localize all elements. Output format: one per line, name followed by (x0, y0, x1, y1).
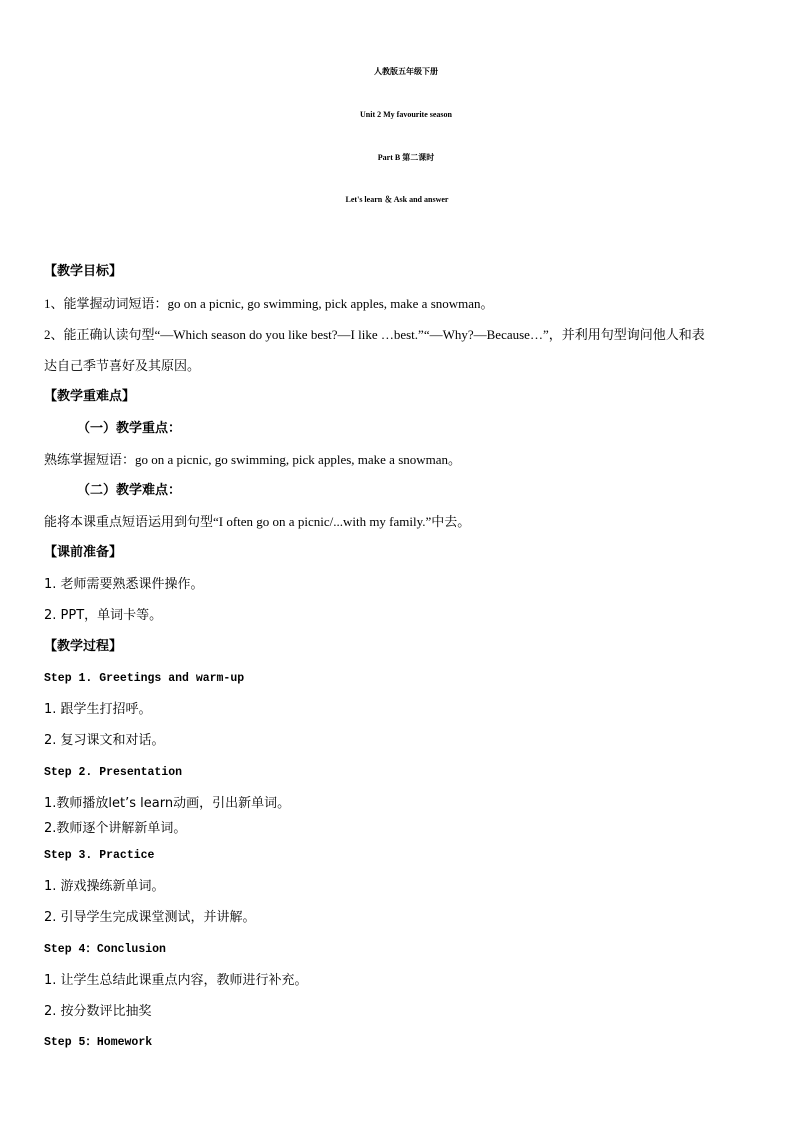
step-5-title: Step 5：Homework (44, 1036, 153, 1049)
key-points-heading: 【教学重难点】 (44, 389, 136, 404)
preparation-item-1: 1. 老师需要熟悉课件操作。 (44, 577, 204, 592)
step-2-title: Step 2. Presentation (44, 766, 183, 779)
step-3-item-1: 1. 游戏操练新单词。 (44, 879, 165, 894)
objective-item-2-line-2: 达自己季节喜好及其原因。 (44, 358, 201, 373)
part-title: Part B 第二课时 (377, 153, 435, 162)
step-1-title: Step 1. Greetings and warm-up (44, 672, 245, 685)
step-4-item-1: 1. 让学生总结此课重点内容，教师进行补充。 (44, 973, 308, 988)
process-heading: 【教学过程】 (44, 639, 123, 654)
key-point-text: 熟练掌握短语：go on a picnic, go swimming, pick apples, make a snowman。 (44, 452, 462, 467)
lesson-title: Let's learn ＆ Ask and answer (345, 195, 449, 204)
difficult-point-text: 能将本课重点短语运用到句型“I often go on a picnic/...with my family.”中去。 (44, 514, 471, 529)
step-2-item-2: 2.教师逐个讲解新单词。 (44, 821, 187, 836)
difficult-point-heading: （二）教学难点： (77, 483, 182, 498)
objective-item-1: 1、能掌握动词短语：go on a picnic, go swimming, pick apples, make a snowman。 (44, 296, 494, 311)
step-3-title: Step 3. Practice (44, 849, 155, 862)
step-1-item-2: 2. 复习课文和对话。 (44, 733, 165, 748)
step-1-item-1: 1. 跟学生打招呼。 (44, 702, 152, 717)
objective-item-2-line-1: 2、能正确认读句型“—Which season do you like best?—I like …best.”“—Why?—Because…”，并利用句型询问他人和表 (44, 327, 705, 342)
step-4-item-2: 2. 按分数评比抽奖 (44, 1004, 152, 1019)
step-3-item-2: 2. 引导学生完成课堂测试，并讲解。 (44, 910, 256, 925)
unit-title: Unit 2 My favourite season (360, 110, 452, 119)
preparation-heading: 【课前准备】 (44, 545, 123, 560)
step-2-item-1: 1.教师播放let’s learn动画，引出新单词。 (44, 796, 291, 811)
grade-title: 人教版五年级下册 (374, 67, 438, 76)
objectives-heading: 【教学目标】 (44, 264, 123, 279)
step-4-title: Step 4：Conclusion (44, 943, 166, 956)
key-point-heading: （一）教学重点： (77, 421, 182, 436)
preparation-item-2: 2. PPT，单词卡等。 (44, 608, 163, 623)
